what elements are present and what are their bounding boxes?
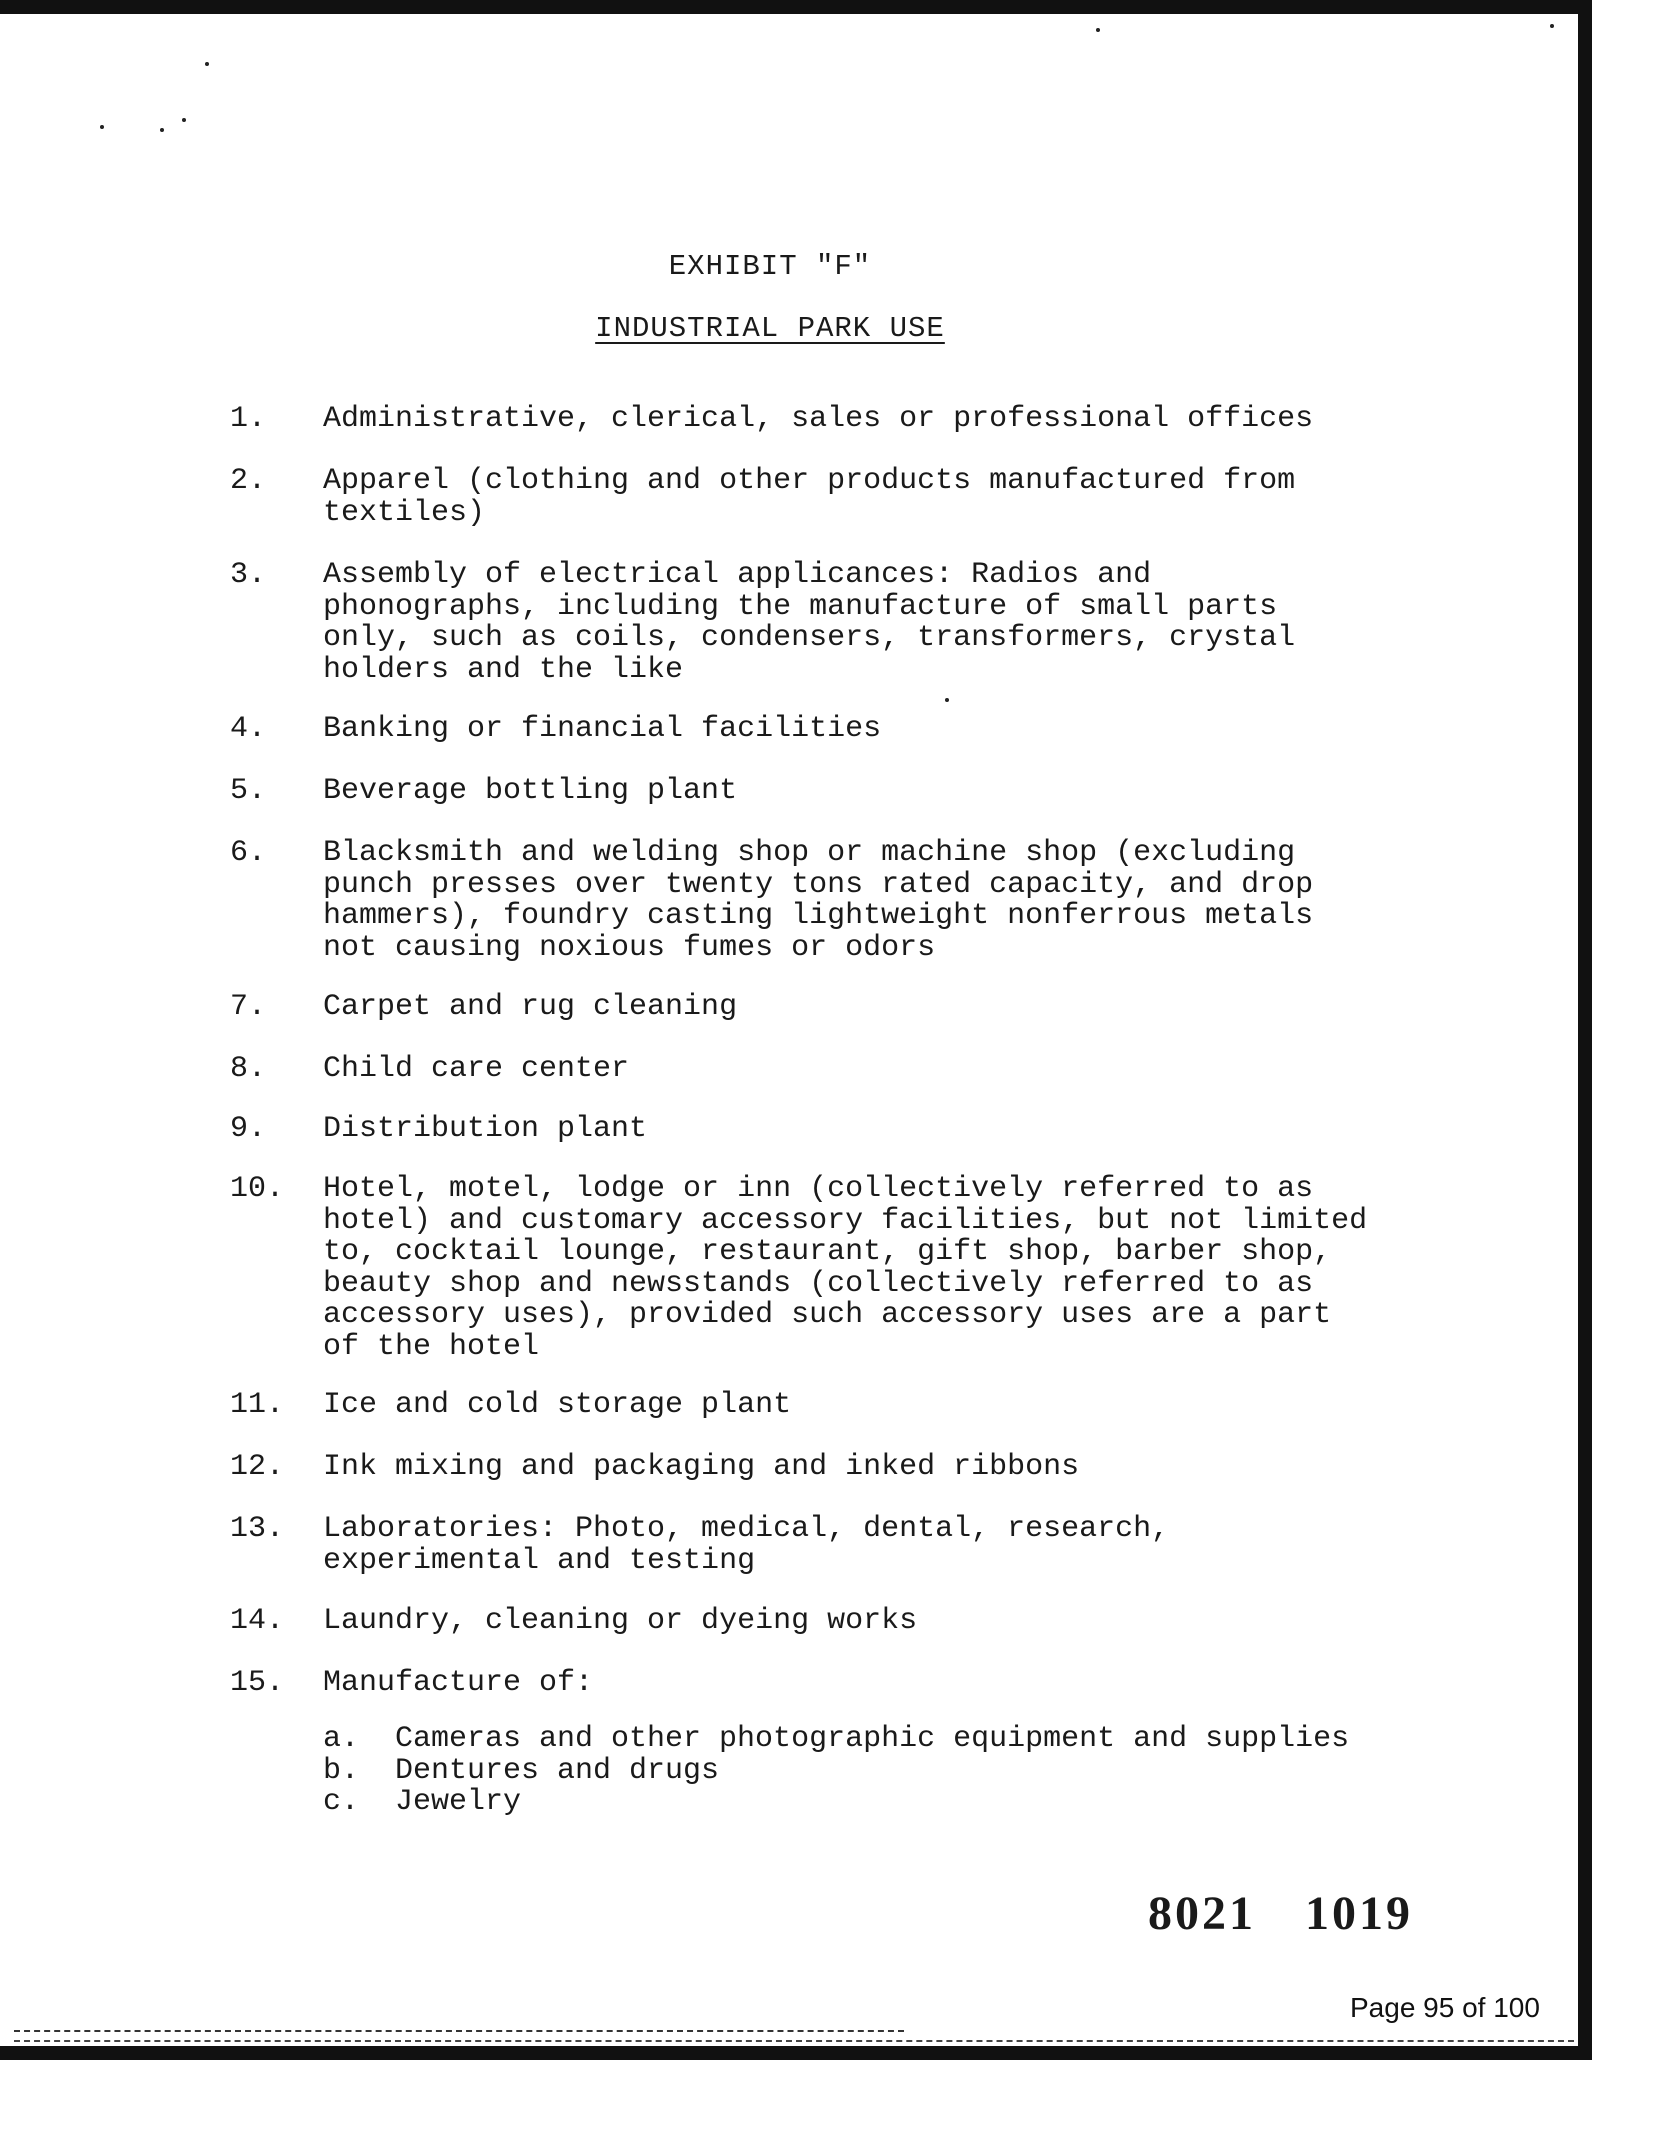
sub-item-letter: c. [323,1785,360,1819]
document-stamp-number: 8021 1019 [1148,1887,1413,1940]
item-text: Hotel, motel, lodge or inn (collectively referred to as hotel) and customary accessory facilities, but not limited to, cocktail lounge, restaurant, gift shop, barber shop, beauty shop and newsstands (collectively referred to as accessory uses), provided such accessory uses are a part of the hotel [323,1172,1368,1364]
item-text: Laundry, cleaning or dyeing works [323,1604,918,1638]
footer-divider [14,2030,904,2032]
scan-speck [1096,28,1100,32]
item-number: 10. [230,1172,285,1206]
sub-item-text: Dentures and drugs [395,1753,720,1788]
sub-item-text: Jewelry [395,1785,522,1819]
item-text: Beverage bottling plant [323,774,738,808]
item-number: 15. [230,1666,285,1700]
item-number: 8. [230,1052,267,1086]
item-number: 11. [230,1388,285,1422]
item-number: 6. [230,836,267,870]
item-number: 1. [230,402,267,436]
item-text: Manufacture of: [323,1666,594,1700]
item-number: 3. [230,558,267,592]
item-number: 12. [230,1450,285,1484]
page-border-bottom [0,2046,1592,2060]
page-border-top [0,0,1592,14]
scan-speck [100,125,104,129]
item-text: Blacksmith and welding shop or machine shop (excluding punch presses over twenty tons rated capacity, and drop hammers), foundry casting lightweight nonferrous metals not causing noxious fumes or odors [323,836,1314,965]
scan-speck [160,128,164,132]
item-text: Laboratories: Photo, medical, dental, research, experimental and testing [323,1512,1170,1578]
page-border-right [1578,0,1592,2060]
item-text: Distribution plant [323,1112,648,1146]
item-number: 7. [230,990,267,1024]
item-text: Carpet and rug cleaning [323,990,738,1024]
document-subtitle: INDUSTRIAL PARK USE [595,312,945,345]
item-text: Ice and cold storage plant [323,1388,792,1422]
item-text: Ink mixing and packaging and inked ribbons [323,1450,1080,1484]
item-text: Apparel (clothing and other products manufactured from textiles) [323,464,1296,530]
sub-item-letter: a. [323,1722,360,1756]
item-number: 13. [230,1512,285,1546]
footer-divider [14,2040,1574,2042]
item-number: 4. [230,712,267,746]
scan-speck [205,62,209,66]
item-text: Administrative, clerical, sales or professional offices [323,402,1314,436]
item-number: 5. [230,774,267,808]
exhibit-title: EXHIBIT "F" [668,250,872,283]
scan-speck [945,698,949,702]
item-number: 14. [230,1604,285,1638]
sub-item-letter: b. [323,1753,360,1788]
item-text: Banking or financial facilities [323,712,882,746]
scan-speck [1550,24,1554,28]
item-number: 2. [230,464,267,498]
sub-item-text: Cameras and other photographic equipment and supplies [395,1722,1350,1756]
item-text: Assembly of electrical applicances: Radios and phonographs, including the manufacture of small parts only, such as coils, condensers, transformers, crystal holders and the like [323,558,1296,687]
item-number: 9. [230,1112,267,1146]
item-text: Child care center [323,1052,630,1086]
page-number-label: Page 95 of 100 [1350,1992,1540,2023]
scan-speck [182,118,186,122]
